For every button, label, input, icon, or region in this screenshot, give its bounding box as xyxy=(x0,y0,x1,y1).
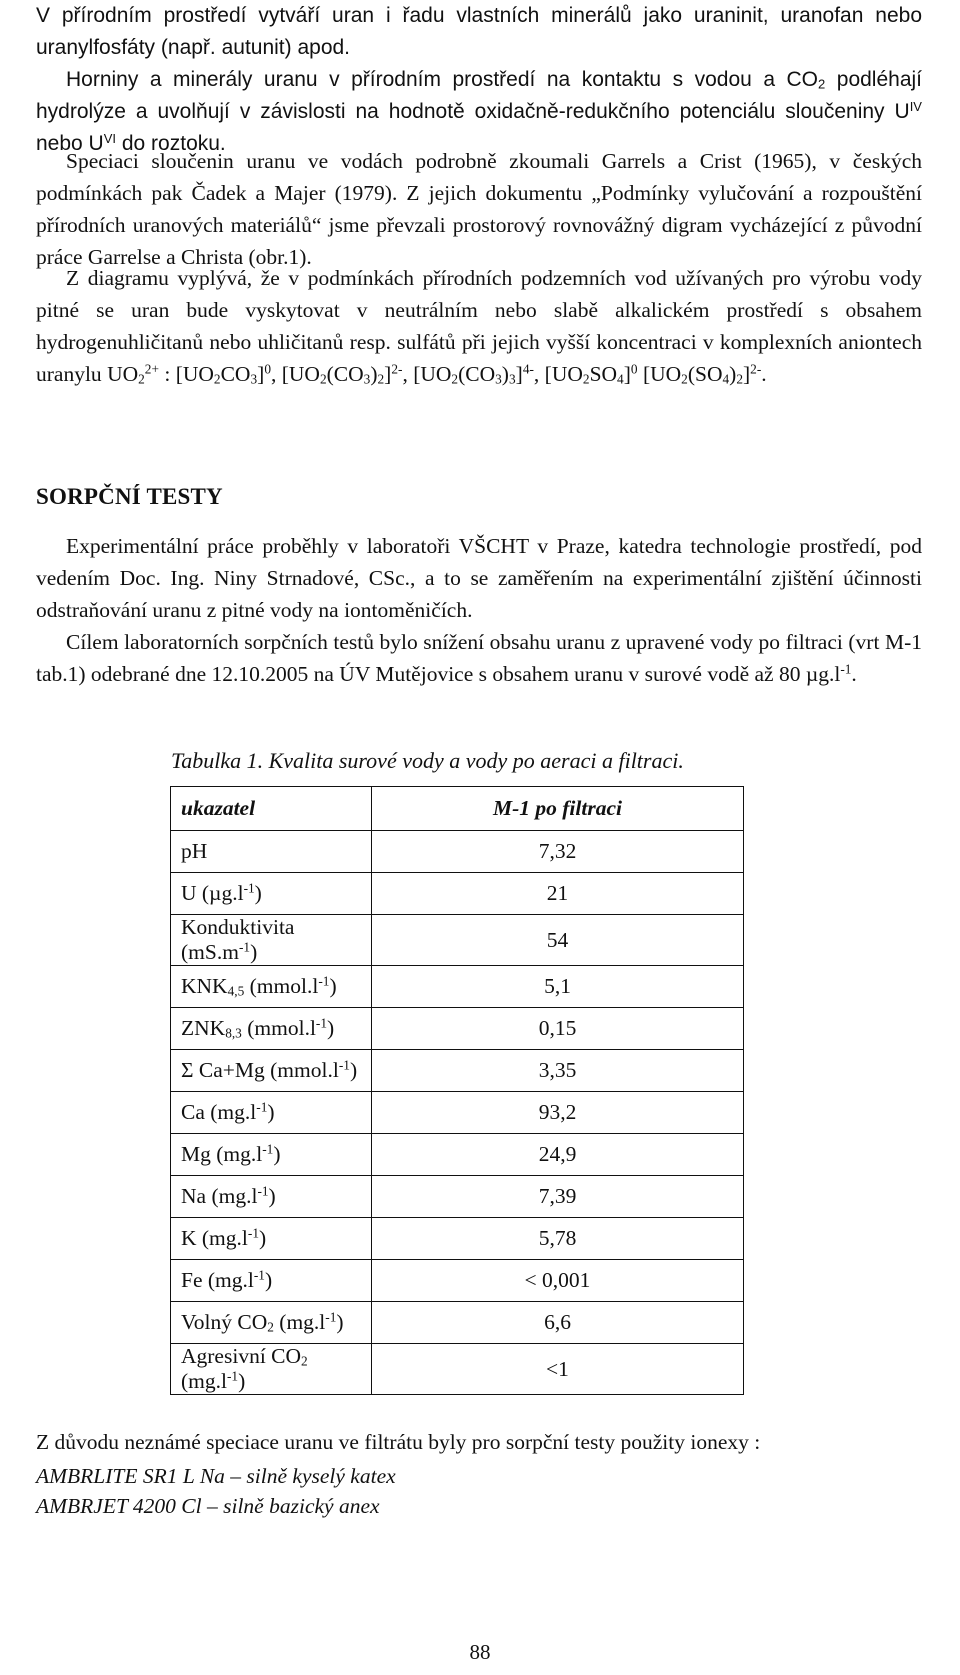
water-quality-table xyxy=(170,786,744,1395)
row-value: 24,9 xyxy=(372,1134,744,1176)
row-value: 6,6 xyxy=(372,1302,744,1344)
ionex-intro: Z důvodu neznámé speciace uranu ve filtrátu byly pro sorpční testy použity ionexy : xyxy=(36,1430,761,1454)
row-value: < 0,001 xyxy=(372,1260,744,1302)
hydrolysis-text-d: do roztoku. xyxy=(116,132,226,155)
row-indicator: $ZNK_{8,3}$ $(mmol.l^{-1})$ xyxy=(171,1008,372,1050)
hydrolysis-sup-iv: IV xyxy=(909,98,922,114)
row-indicator: Agresivní $CO_2$ $(mg.l^{-1})$ xyxy=(171,1344,372,1395)
row-indicator: Konduktivita $(mS.m^{-1})$ xyxy=(171,915,372,966)
row-indicator: Σ Ca+Mg $(mmol.l^{-1})$ xyxy=(171,1050,372,1092)
row-value: 93,2 xyxy=(372,1092,744,1134)
row-indicator: Na $(mg.l^{-1})$ xyxy=(171,1176,372,1218)
ionex-item: AMBRLITE SR1 L Na – silně kyselý katex xyxy=(36,1464,396,1488)
paragraph-experiment-text: Experimentální práce proběhly v laboratoři VŠCHT v Praze, katedra technologie prostředí, pod vedením Doc. Ing. Niny Strnadové, CSc., a to se zaměřením na experimentální zjištění účinnosti odstraňování uranu z pitné vody na iontoměničích. xyxy=(36,534,922,622)
table-row xyxy=(171,1344,744,1395)
row-indicator: Fe $(mg.l^{-1})$ xyxy=(171,1260,372,1302)
row-indicator: Volný $CO_2$ $(mg.l^{-1})$ xyxy=(171,1302,372,1344)
row-indicator: U $(\mu g.l^{-1})$ xyxy=(171,873,372,915)
row-indicator: pH xyxy=(171,831,372,873)
table-caption: Tabulka 1. Kvalita surové vody a vody po aeraci a filtraci. xyxy=(171,748,684,773)
section-heading: SORPČNÍ TESTY xyxy=(36,484,223,509)
row-value: 7,32 xyxy=(372,831,744,873)
goal-sup: -1 xyxy=(840,661,852,677)
row-value: 3,35 xyxy=(372,1050,744,1092)
table-header-row xyxy=(171,787,744,831)
table-row xyxy=(171,1008,744,1050)
header-indicator: ukazatel xyxy=(171,787,372,831)
table-row xyxy=(171,1176,744,1218)
row-indicator: $KNK_{4,5}$ $(mmol.l^{-1})$ xyxy=(171,966,372,1008)
paragraph-goal xyxy=(36,626,922,690)
paragraph-experiment xyxy=(36,530,922,626)
table-row xyxy=(171,1302,744,1344)
table-row xyxy=(171,831,744,873)
paragraph-diagram-text: Z diagramu vyplývá, že v podmínkách přírodních podzemních vod užívaných pro výrobu vody pitné se uran bude vyskytovat v neutrálním nebo slabě alkalickém prostředí s obsahem hydrogenuhličitanů nebo uhličitanů resp. sulfátů při jejich vyšší koncentraci v komplexních aniontech uranylu xyxy=(36,266,922,386)
page-number: 88 xyxy=(469,1640,491,1664)
row-value: <1 xyxy=(372,1344,744,1395)
goal-end: . xyxy=(851,662,857,686)
table-row xyxy=(171,1050,744,1092)
hydrolysis-text-b: podléhají hydrolýze a uvolňují v závislosti na hodnotě oxidačně-redukčního potenciálu sloučeniny U xyxy=(36,68,923,123)
hydrolysis-sup-vi: VI xyxy=(103,130,117,146)
row-value: 0,15 xyxy=(372,1008,744,1050)
row-value: 5,78 xyxy=(372,1218,744,1260)
table-row xyxy=(171,915,744,966)
row-indicator: Mg $(mg.l^{-1})$ xyxy=(171,1134,372,1176)
table-row xyxy=(171,966,744,1008)
paragraph-diagram: Z diagramu vyplývá, že v podmínkách přírodních podzemních vod užívaných pro výrobu vody pitné se uran bude vyskytovat v neutrálním nebo slabě alkalickém prostředí s obsahem hydrogenuhličitanů nebo uhličitanů resp. sulfátů při jejich vyšší koncentraci v komplexních aniontech uranylu $UO_2^{2+}$ : $[UO_2CO_3]^0$, $[UO_2(CO_3)_2]^{2-}$, $[UO_2(CO_3)_3]^{4-}$, $[UO_2SO_4]^0$ $[UO_2(SO_4)_2]^{2-}$. xyxy=(36,266,922,387)
ionex-item: AMBRJET 4200 Cl – silně bazický anex xyxy=(36,1494,380,1518)
hydrolysis-text-c: nebo U xyxy=(36,132,104,155)
paragraph-goal-text: Cílem laboratorních sorpčních testů bylo snížení obsahu uranu z upravené vody po filtraci (vrt M-1 tab.1) odebrané dne 12.10.2005 na ÚV Mutějovice s obsahem uranu v surové vodě až 80 µg.l xyxy=(36,630,922,686)
table-row xyxy=(171,1134,744,1176)
paragraph-speciation-text: Speciaci sloučenin uranu ve vodách podrobně zkoumali Garrels a Crist (1965), v českých podmínkách pak Čadek a Majer (1979). Z jejich dokumentu „Podmínky vylučování a rozpouštění přírodních uranových materiálů“ jsme převzali prostorový rovnovážný digram vycházející z původní práce Garrelse a Christa (obr.1). xyxy=(36,149,922,269)
header-value: M-1 po filtraci xyxy=(372,787,744,831)
table-row xyxy=(171,1260,744,1302)
row-value: 54 xyxy=(372,915,744,966)
row-value: 7,39 xyxy=(372,1176,744,1218)
row-indicator: Ca $(mg.l^{-1})$ xyxy=(171,1092,372,1134)
table-row xyxy=(171,873,744,915)
row-indicator: K $(mg.l^{-1})$ xyxy=(171,1218,372,1260)
row-value: 21 xyxy=(372,873,744,915)
hydrolysis-sub: 2 xyxy=(818,76,826,92)
paragraph-speciation xyxy=(36,145,922,273)
table-row xyxy=(171,1218,744,1260)
row-value: 5,1 xyxy=(372,966,744,1008)
table-body xyxy=(171,831,744,1395)
paragraph-minerals-text: V přírodním prostředí vytváří uran i řadu vlastních minerálů jako uraninit, uranofan nebo uranylfosfáty (např. autunit) apod. xyxy=(36,4,922,59)
hydrolysis-text-a: Horniny a minerály uranu v přírodním prostředí na kontaktu s vodou a CO xyxy=(66,68,819,91)
paragraph-minerals xyxy=(36,0,922,64)
table-row xyxy=(171,1092,744,1134)
